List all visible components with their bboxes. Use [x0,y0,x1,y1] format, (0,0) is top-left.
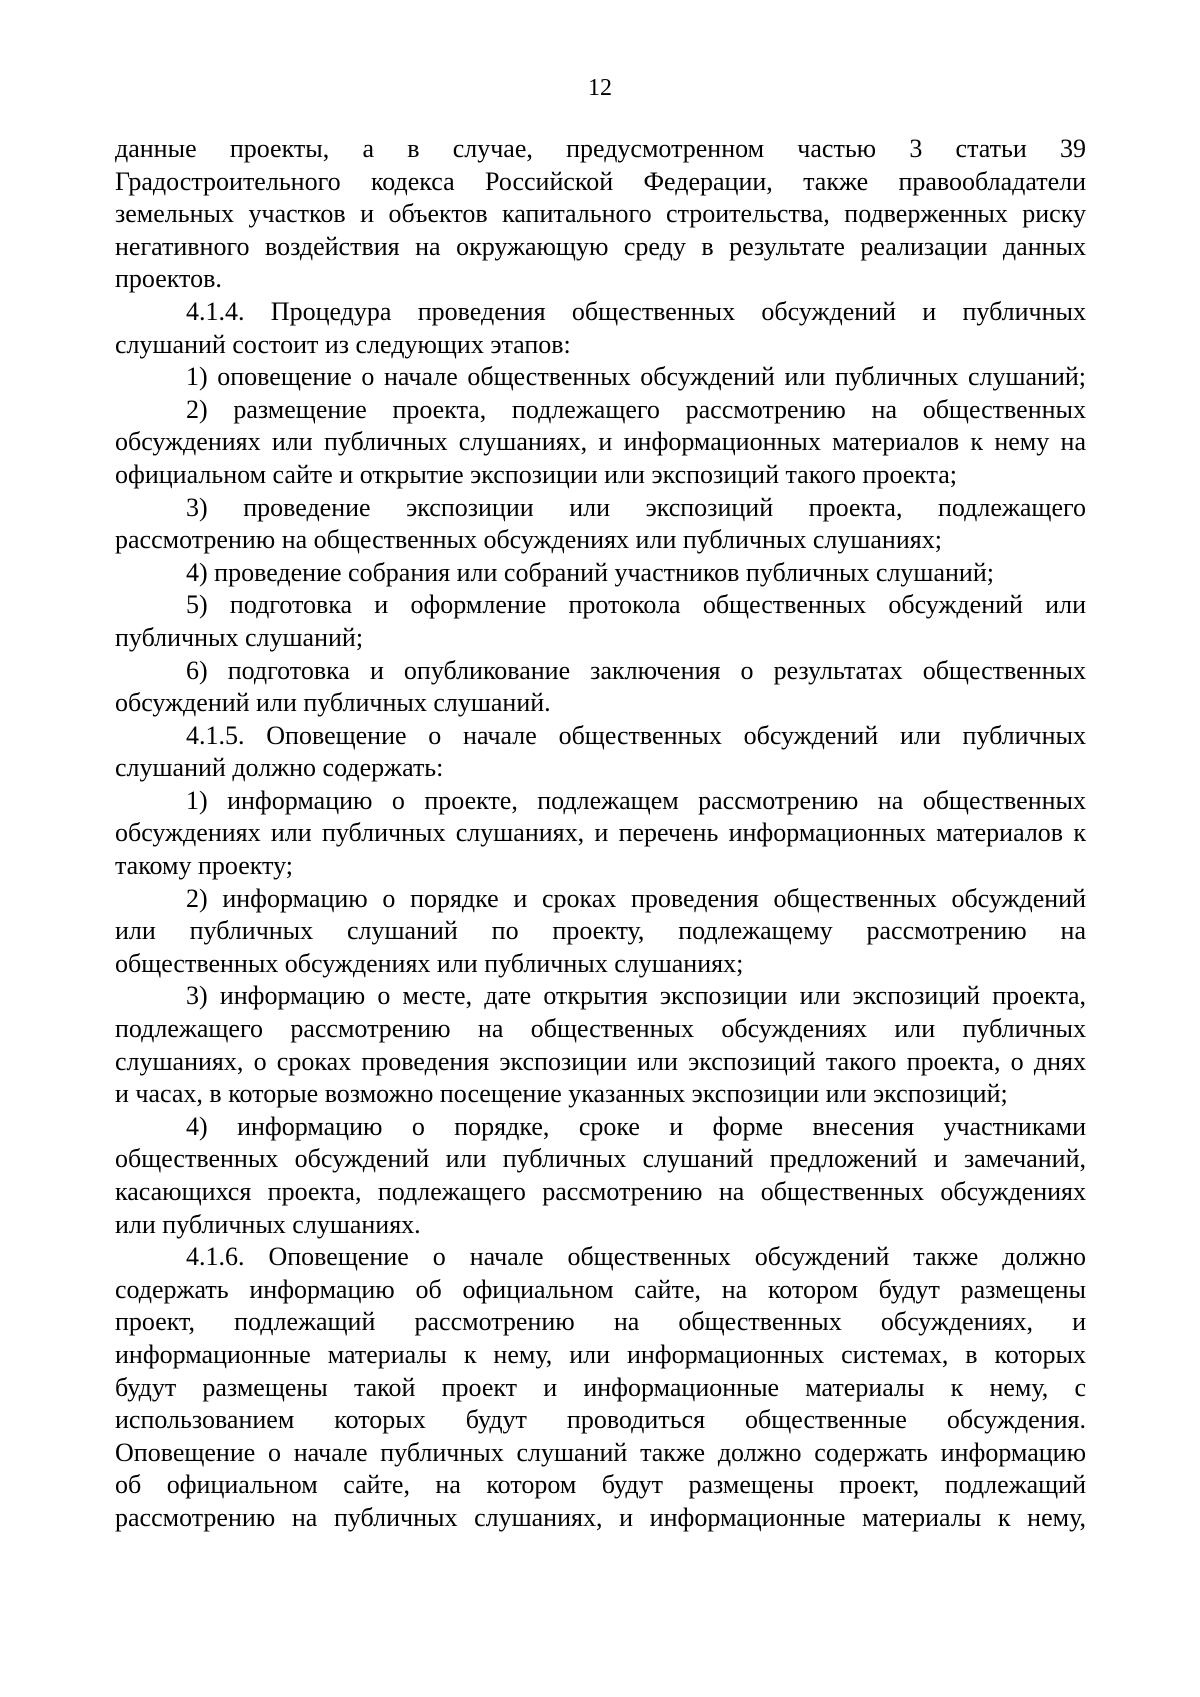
text-line: общественных обсуждениях или публичных слушаниях; [115,948,744,978]
text-line: или публичных слушаний по проекту, подлежащему рассмотрению на [115,916,1086,946]
text-line: негативного воздействия на окружающую среду в результате реализации данных [115,231,1086,261]
text-line: обсуждений или публичных слушаний. [115,688,551,718]
text-line: земельных участков и объектов капитального строительства, подверженных риску [115,199,1086,229]
text-line: 3) проведение экспозиции или экспозиций проекта, подлежащего [186,492,1086,522]
text-line: 2) размещение проекта, подлежащего рассмотрению на общественных [186,394,1086,424]
text-line: и часах, в которые возможно посещение указанных экспозиции или экспозиций; [115,1079,1008,1109]
text-line: будут размещены такой проект и информационные материалы к нему, с [115,1372,1086,1402]
text-line: 1) оповещение о начале общественных обсуждений или публичных слушаний; [186,362,1086,392]
text-line: обсуждениях или публичных слушаниях, и информационных материалов к нему на [115,427,1086,457]
text-line: общественных обсуждений или публичных слушаний предложений и замечаний, [115,1144,1086,1174]
text-line: 5) подготовка и оформление протокола общественных обсуждений или [186,590,1086,620]
text-line: официальном сайте и открытие экспозиции или экспозиций такого проекта; [115,459,958,489]
text-line: информационные материалы к нему, или информационных системах, в которых [115,1339,1086,1369]
text-line: 1) информацию о проекте, подлежащем рассмотрению на общественных [186,785,1086,815]
text-line: использованием которых будут проводиться общественные обсуждения. [115,1405,1086,1435]
text-line: проект, подлежащий рассмотрению на общественных обсуждениях, и [115,1307,1086,1337]
body-text [115,133,1086,1535]
text-line: 4.1.4. Процедура проведения общественных обсуждений и публичных [186,296,1086,326]
text-line: содержать информацию об официальном сайте, на котором будут размещены [115,1274,1086,1304]
text-line: такому проекту; [115,851,293,881]
text-line: 4) проведение собрания или собраний участников публичных слушаний; [186,557,994,587]
text-line: проектов. [115,264,222,294]
text-line: публичных слушаний; [115,622,364,652]
text-line: 4.1.5. Оповещение о начале общественных обсуждений или публичных [186,720,1086,750]
text-line: слушаниях, о сроках проведения экспозиции или экспозиций такого проекта, о днях [115,1046,1086,1076]
text-line: 3) информацию о месте, дате открытия экспозиции или экспозиций проекта, [186,981,1086,1011]
text-line: 2) информацию о порядке и сроках проведения общественных обсуждений [186,883,1086,913]
text-line: подлежащего рассмотрению на общественных обсуждениях или публичных [115,1014,1086,1044]
text-line: слушаний должно содержать: [115,753,444,783]
text-line: Оповещение о начале публичных слушаний также должно содержать информацию [115,1437,1086,1467]
text-line: Градостроительного кодекса Российской Федерации, также правообладатели [115,166,1086,196]
text-line: слушаний состоит из следующих этапов: [115,329,571,359]
text-line: об официальном сайте, на котором будут размещены проект, подлежащий [115,1470,1086,1500]
text-line: рассмотрению на публичных слушаниях, и информационные материалы к нему, [115,1502,1086,1532]
text-line: 4.1.6. Оповещение о начале общественных обсуждений также должно [186,1242,1086,1272]
text-line: обсуждениях или публичных слушаниях, и перечень информационных материалов к [115,818,1086,848]
text-line: рассмотрению на общественных обсуждениях или публичных слушаниях; [115,525,942,555]
text-line: или публичных слушаниях. [115,1209,421,1239]
text-line: 6) подготовка и опубликование заключения о результатах общественных [186,655,1086,685]
text-line: данные проекты, а в случае, предусмотренном частью 3 статьи 39 [115,134,1086,163]
page-number: 12 [588,75,612,101]
text-line: 4) информацию о порядке, сроке и форме внесения участниками [186,1111,1086,1141]
text-line: касающихся проекта, подлежащего рассмотрению на общественных обсуждениях [115,1177,1086,1206]
